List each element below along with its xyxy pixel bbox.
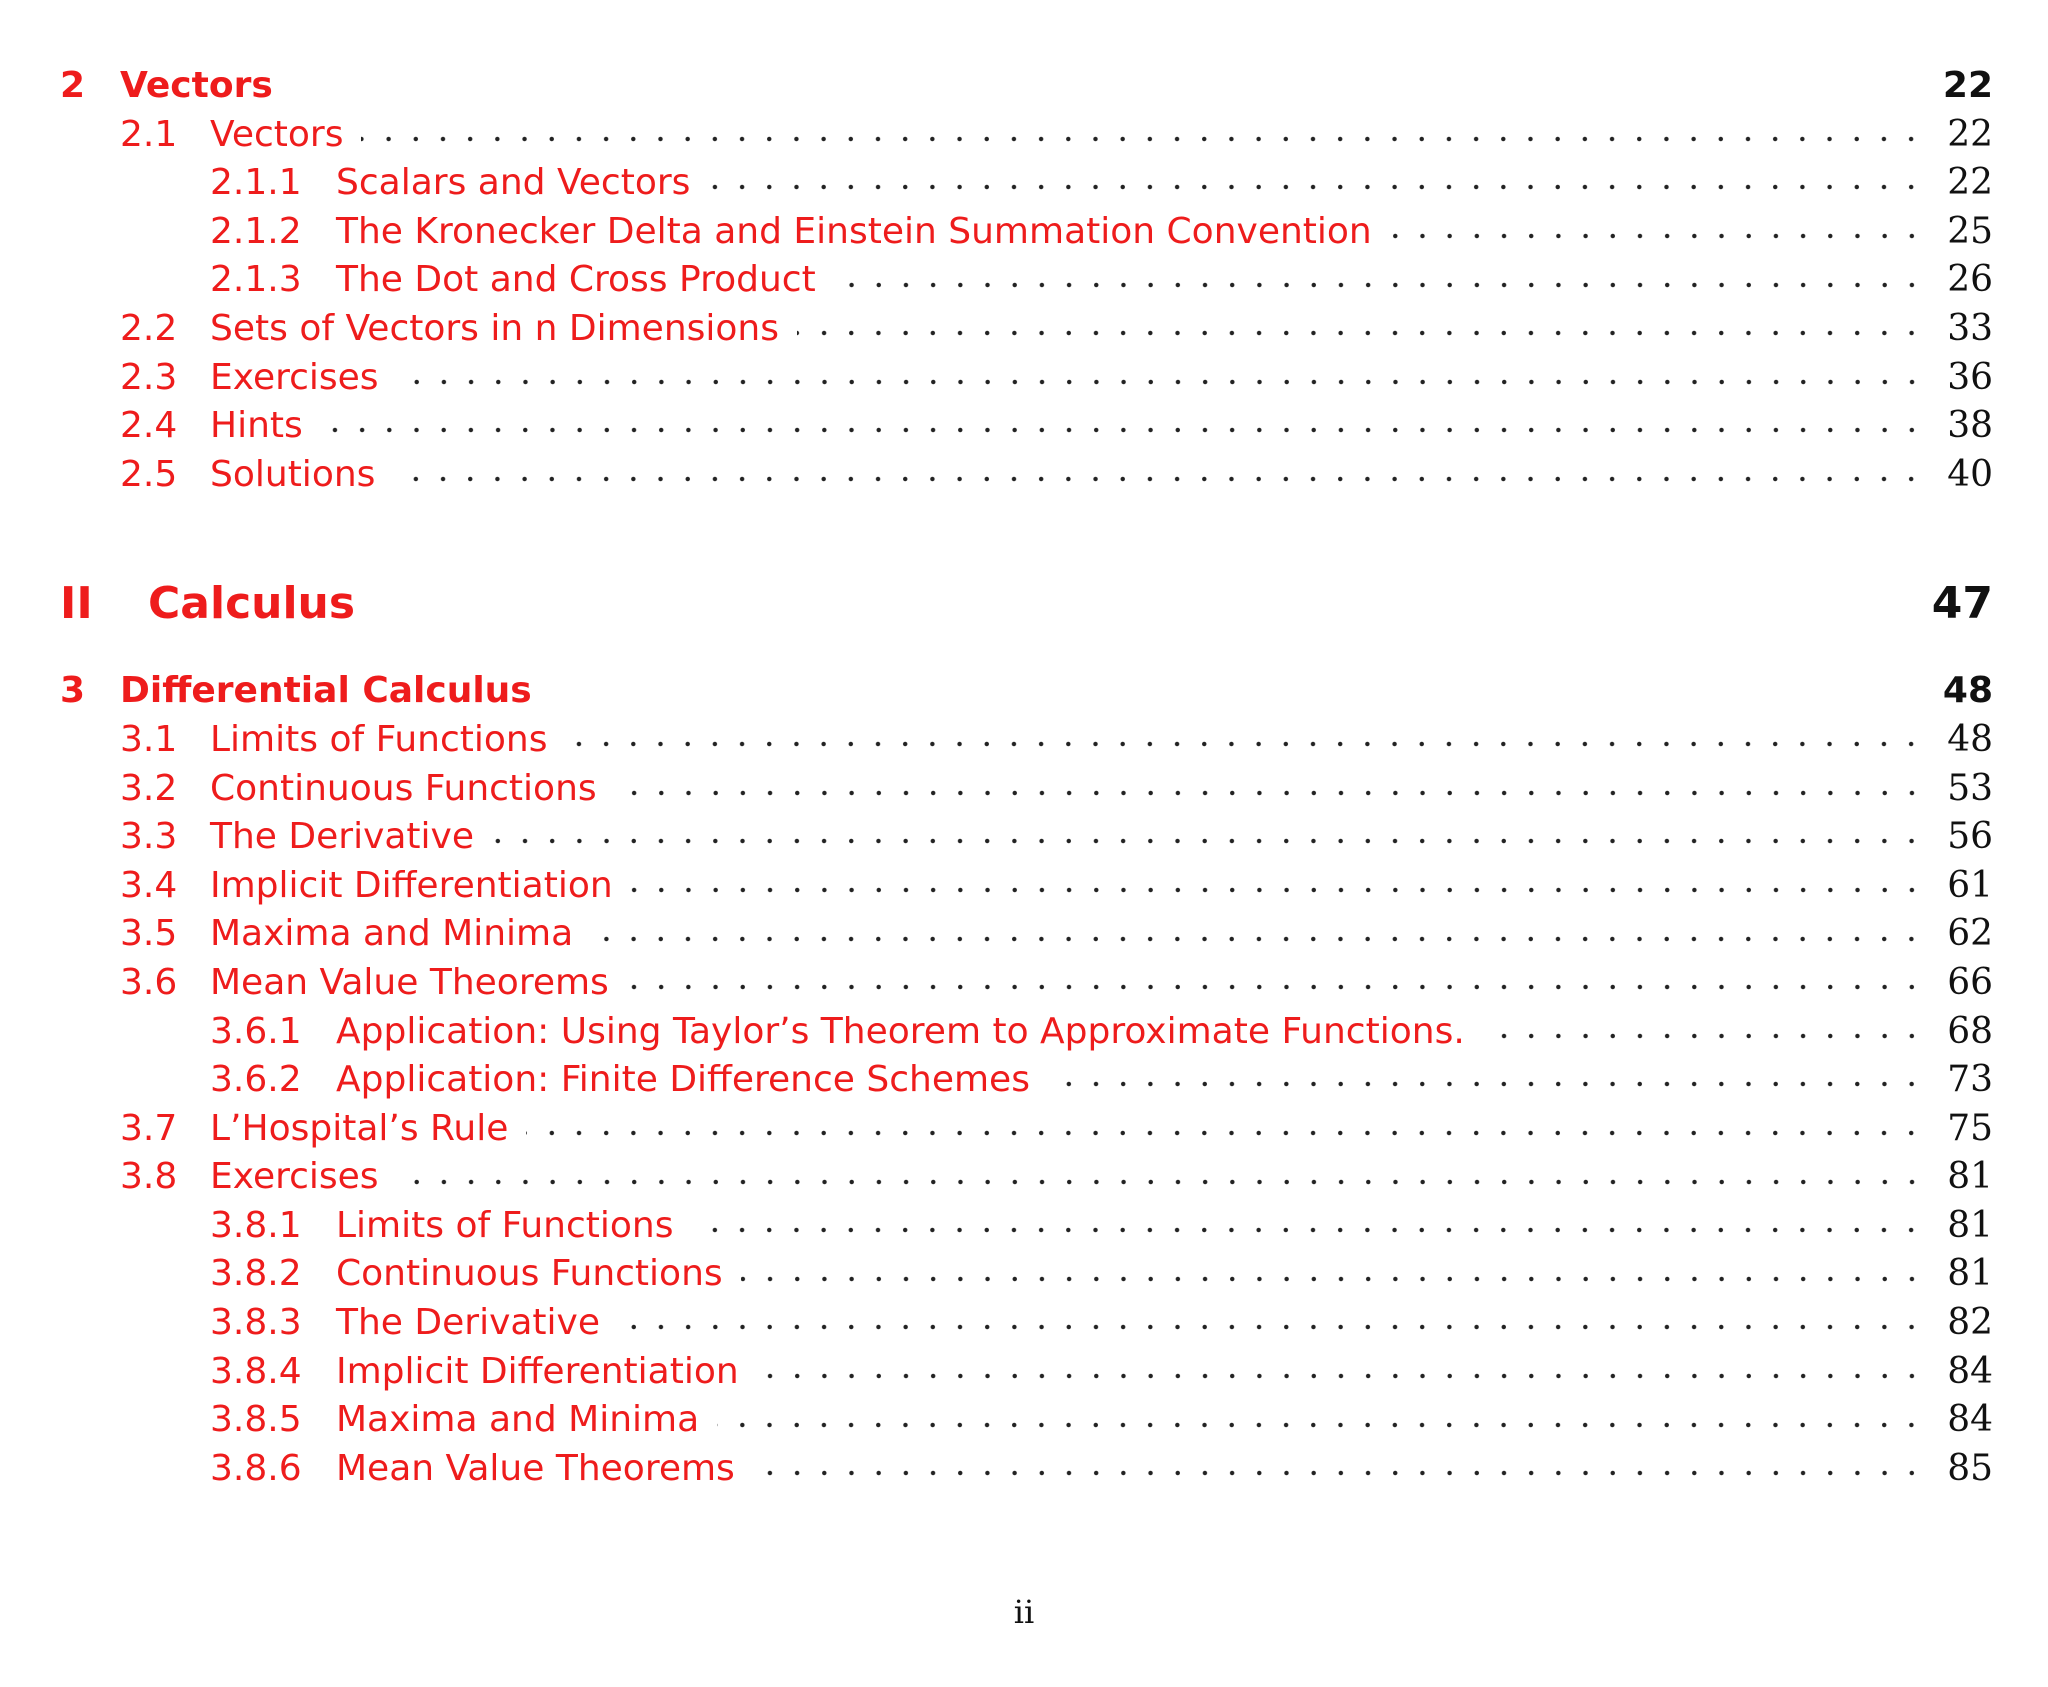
subsection-page: 26 xyxy=(1947,259,1993,301)
subsection-title[interactable]: The Derivative xyxy=(336,1302,601,1344)
section-title[interactable]: Implicit Differentiation xyxy=(210,864,613,906)
dot-leader xyxy=(526,1127,1925,1139)
section-title[interactable]: Solutions xyxy=(210,453,376,495)
toc-section-entry[interactable] xyxy=(60,402,1993,451)
dot-leader xyxy=(397,1176,1926,1188)
section-number: 2.3 xyxy=(120,356,178,398)
toc-subsection-entry[interactable] xyxy=(60,1056,1993,1105)
section-title[interactable]: Limits of Functions xyxy=(210,718,548,760)
dot-leader xyxy=(1048,1078,1925,1090)
subsection-page: 25 xyxy=(1947,210,1993,252)
subsection-number: 3.8.6 xyxy=(210,1447,302,1489)
section-number: 2.1 xyxy=(120,113,178,155)
subsection-number: 2.1.2 xyxy=(210,210,302,252)
subsection-title[interactable]: Limits of Functions xyxy=(336,1204,674,1246)
toc-subsection-entry[interactable] xyxy=(60,256,1993,305)
spacer xyxy=(60,499,1993,569)
dot-leader xyxy=(757,1370,1926,1382)
subsection-page: 85 xyxy=(1947,1447,1993,1489)
section-number: 2.2 xyxy=(120,307,178,349)
dot-leader xyxy=(393,473,1925,485)
part-number: II xyxy=(60,578,93,630)
section-number: 2.5 xyxy=(120,453,178,495)
section-number: 3.6 xyxy=(120,961,178,1003)
toc-part-entry[interactable] xyxy=(60,569,1993,639)
spacer xyxy=(60,639,1993,667)
subsection-page: 68 xyxy=(1947,1010,1993,1052)
section-title[interactable]: Vectors xyxy=(210,113,344,155)
chapter-page: 48 xyxy=(1942,670,1993,712)
chapter-title[interactable]: Differential Calculus xyxy=(120,670,532,712)
subsection-number: 3.6.2 xyxy=(210,1059,302,1101)
dot-leader xyxy=(708,181,1925,193)
toc-section-entry[interactable] xyxy=(60,354,1993,403)
dot-leader xyxy=(627,981,1925,993)
section-page: 81 xyxy=(1947,1156,1993,1198)
dot-leader xyxy=(615,787,1926,799)
toc-section-entry[interactable] xyxy=(60,451,1993,500)
subsection-page: 81 xyxy=(1947,1253,1993,1295)
section-page: 56 xyxy=(1947,816,1993,858)
toc-section-entry[interactable] xyxy=(60,765,1993,814)
section-number: 3.2 xyxy=(120,767,178,809)
subsection-title[interactable]: Implicit Differentiation xyxy=(336,1350,739,1392)
dot-leader xyxy=(753,1467,1925,1479)
page-number: ii xyxy=(1013,1593,1035,1631)
toc-section-entry[interactable] xyxy=(60,111,1993,160)
dot-leader xyxy=(618,1321,1925,1333)
toc-subsection-entry[interactable] xyxy=(60,208,1993,257)
subsection-number: 3.6.1 xyxy=(210,1010,302,1052)
section-number: 3.8 xyxy=(120,1156,178,1198)
toc-section-entry[interactable] xyxy=(60,716,1993,765)
chapter-page: 22 xyxy=(1942,65,1993,106)
dot-leader xyxy=(717,1419,1925,1431)
section-page: 62 xyxy=(1947,913,1993,955)
table-of-contents xyxy=(60,62,1993,1493)
dot-leader xyxy=(397,376,1926,388)
section-title[interactable]: Hints xyxy=(210,405,303,447)
dot-leader xyxy=(492,835,1925,847)
subsection-title[interactable]: Application: Finite Difference Schemes xyxy=(336,1059,1030,1101)
toc-section-entry[interactable] xyxy=(60,910,1993,959)
section-page: 36 xyxy=(1947,356,1993,398)
chapter-title[interactable]: Vectors xyxy=(120,65,273,106)
section-number: 3.3 xyxy=(120,816,178,858)
section-number: 3.1 xyxy=(120,718,178,760)
dot-leader xyxy=(321,424,1925,436)
dot-leader xyxy=(565,738,1925,750)
toc-subsection-entry[interactable] xyxy=(60,1202,1993,1251)
toc-subsection-entry[interactable] xyxy=(60,159,1993,208)
subsection-title[interactable]: Application: Using Taylor’s Theorem to Approximate Functions. xyxy=(336,1010,1465,1052)
section-title[interactable]: Sets of Vectors in n Dimensions xyxy=(210,307,780,349)
subsection-page: 22 xyxy=(1947,162,1993,204)
toc-section-entry[interactable] xyxy=(60,305,1993,354)
section-page: 66 xyxy=(1947,961,1993,1003)
subsection-number: 2.1.1 xyxy=(210,162,302,204)
part-title[interactable]: Calculus xyxy=(148,578,356,630)
toc-chapter-entry[interactable] xyxy=(60,62,1993,111)
section-page: 53 xyxy=(1947,767,1993,809)
subsection-number: 3.8.1 xyxy=(210,1204,302,1246)
subsection-number: 3.8.4 xyxy=(210,1350,302,1392)
section-title[interactable]: The Derivative xyxy=(210,816,475,858)
subsection-number: 3.8.5 xyxy=(210,1399,302,1441)
subsection-page: 84 xyxy=(1947,1399,1993,1441)
section-page: 75 xyxy=(1947,1107,1993,1149)
section-title[interactable]: Mean Value Theorems xyxy=(210,961,609,1003)
section-number: 3.7 xyxy=(120,1107,178,1149)
toc-subsection-entry[interactable] xyxy=(60,1299,1993,1348)
subsection-title[interactable]: Maxima and Minima xyxy=(336,1399,700,1441)
toc-subsection-entry[interactable] xyxy=(60,1396,1993,1445)
toc-section-entry[interactable] xyxy=(60,813,1993,862)
dot-leader xyxy=(834,279,1925,291)
toc-subsection-entry[interactable] xyxy=(60,1250,1993,1299)
dot-leader xyxy=(797,327,1925,339)
chapter-number: 3 xyxy=(60,670,86,712)
section-page: 38 xyxy=(1947,405,1993,447)
section-title[interactable]: Maxima and Minima xyxy=(210,913,574,955)
subsection-title[interactable]: Mean Value Theorems xyxy=(336,1447,735,1489)
toc-subsection-entry[interactable] xyxy=(60,1008,1993,1057)
dot-leader xyxy=(361,133,1925,145)
part-page: 47 xyxy=(1931,578,1993,630)
subsection-page: 73 xyxy=(1947,1059,1993,1101)
toc-subsection-entry[interactable] xyxy=(60,1445,1993,1494)
section-page: 22 xyxy=(1947,113,1993,155)
subsection-page: 84 xyxy=(1947,1350,1993,1392)
toc-section-entry[interactable] xyxy=(60,1105,1993,1154)
subsection-title[interactable]: The Dot and Cross Product xyxy=(336,259,816,301)
section-number: 3.4 xyxy=(120,864,178,906)
chapter-number: 2 xyxy=(60,65,86,106)
section-page: 61 xyxy=(1947,864,1993,906)
section-title[interactable]: L’Hospital’s Rule xyxy=(210,1107,509,1149)
toc-section-entry[interactable] xyxy=(60,862,1993,911)
section-page: 33 xyxy=(1947,307,1993,349)
toc-section-entry[interactable] xyxy=(60,959,1993,1008)
subsection-number: 3.8.2 xyxy=(210,1253,302,1295)
toc-section-entry[interactable] xyxy=(60,1153,1993,1202)
subsection-number: 3.8.3 xyxy=(210,1302,302,1344)
dot-leader xyxy=(1483,1030,1925,1042)
dot-leader xyxy=(631,884,1926,896)
section-number: 3.5 xyxy=(120,913,178,955)
section-page: 40 xyxy=(1947,453,1993,495)
toc-chapter-entry[interactable] xyxy=(60,667,1993,716)
subsection-page: 82 xyxy=(1947,1302,1993,1344)
dot-leader xyxy=(691,1224,1925,1236)
subsection-title[interactable]: Scalars and Vectors xyxy=(336,162,691,204)
dot-leader xyxy=(1390,230,1925,242)
subsection-title[interactable]: Continuous Functions xyxy=(336,1253,723,1295)
dot-leader xyxy=(741,1273,1926,1285)
subsection-number: 2.1.3 xyxy=(210,259,302,301)
section-title[interactable]: Exercises xyxy=(210,356,379,398)
section-title[interactable]: Continuous Functions xyxy=(210,767,597,809)
section-number: 2.4 xyxy=(120,405,178,447)
dot-leader xyxy=(591,933,1925,945)
toc-subsection-entry[interactable] xyxy=(60,1348,1993,1397)
section-page: 48 xyxy=(1947,718,1993,760)
section-title[interactable]: Exercises xyxy=(210,1156,379,1198)
subsection-page: 81 xyxy=(1947,1204,1993,1246)
subsection-title[interactable]: The Kronecker Delta and Einstein Summation Convention xyxy=(336,210,1372,252)
